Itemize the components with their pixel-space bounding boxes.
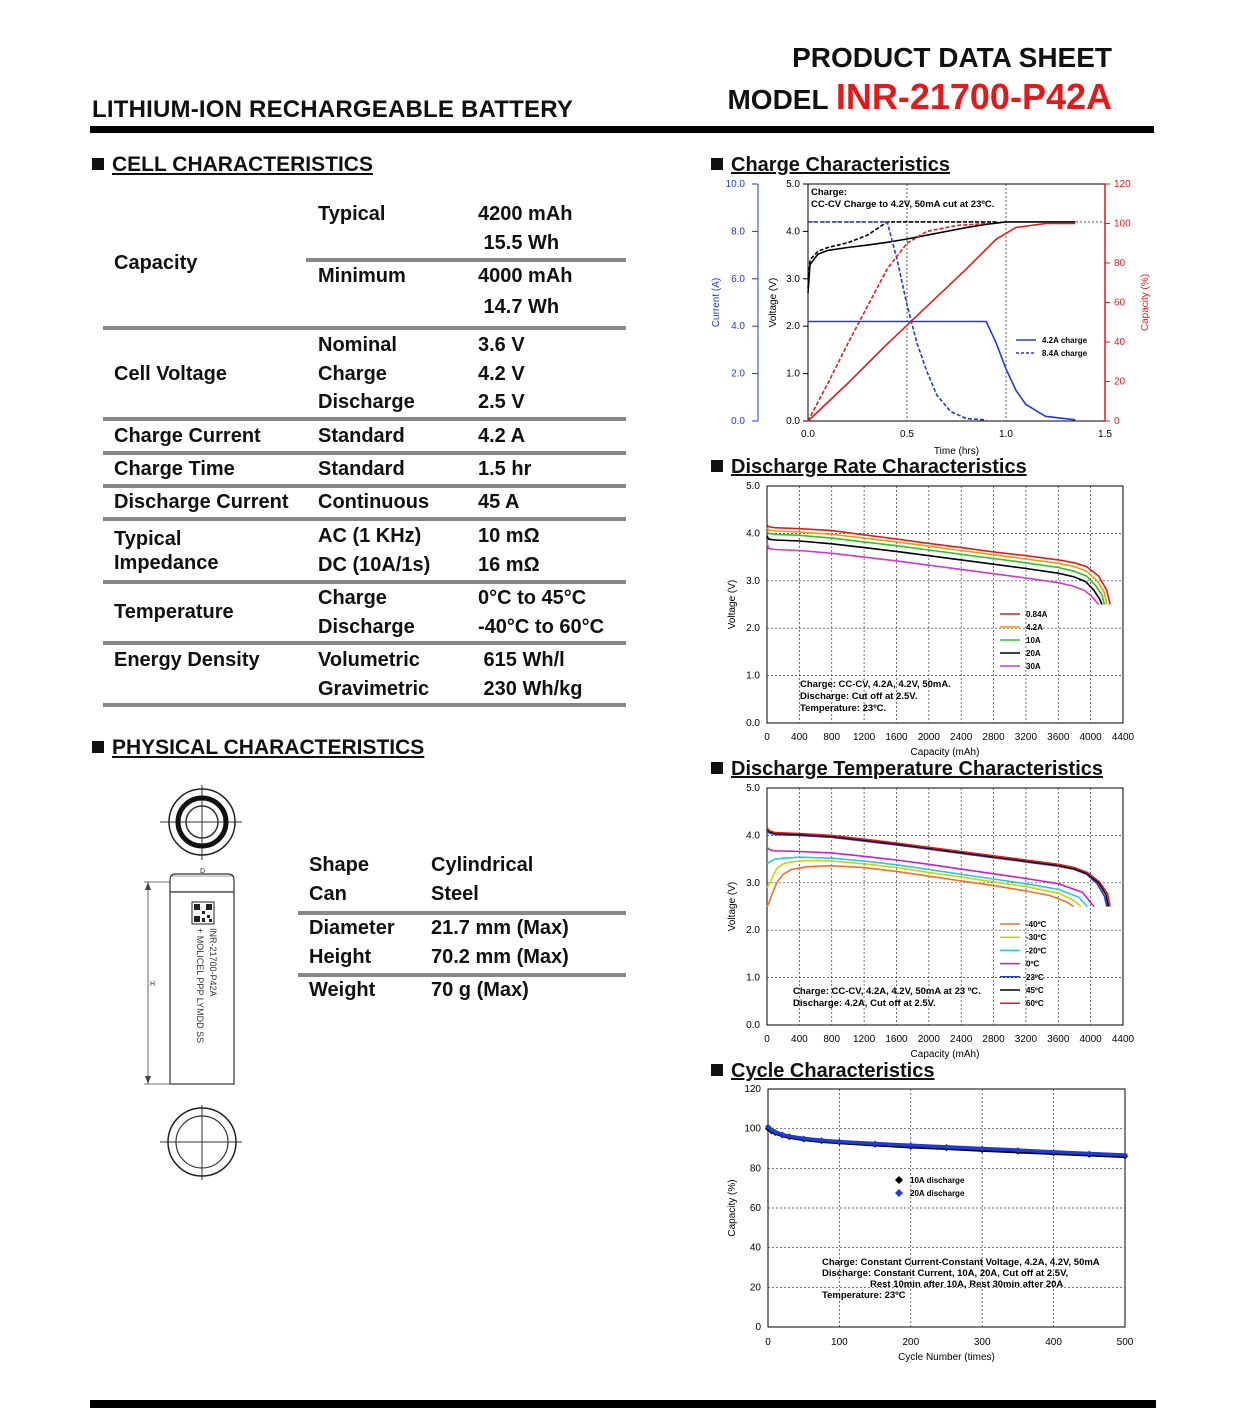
capacity-tick-label: 0	[1114, 416, 1120, 427]
x-tick-label: 100	[831, 1337, 848, 1348]
diameter-dimension-label: D	[200, 868, 206, 875]
row-label: Volumetric	[318, 649, 420, 671]
current-tick-label: 0.0	[731, 416, 745, 427]
y-tick-label: 120	[744, 1084, 761, 1095]
legend-label: -30ºC	[1026, 933, 1047, 943]
row-label: Charge	[318, 587, 387, 609]
series-line	[767, 829, 1108, 907]
chart-annotation: Charge: Constant Current-Constant Voltage, 4.2A, 4.2V, 50mA	[822, 1257, 1100, 1268]
y-axis-label: Voltage (V)	[727, 579, 738, 630]
legend-label: -20ºC	[1026, 946, 1047, 956]
row-value: 230 Wh/kg	[478, 678, 583, 700]
x-tick-label: 400	[791, 1034, 808, 1045]
row-value: 4.2 V	[478, 363, 525, 385]
table-divider	[298, 911, 626, 915]
legend-label: 60ºC	[1026, 999, 1044, 1009]
row-value: 3.6 V	[478, 334, 525, 356]
row-value: 4.2 A	[478, 425, 526, 447]
legend-label: 30A	[1026, 662, 1041, 671]
row-category: Energy Density	[114, 649, 260, 671]
capacity-tick-label: 20	[1114, 376, 1126, 388]
y-tick-label: 0	[755, 1322, 761, 1333]
y-tick-label: 80	[749, 1163, 761, 1175]
x-tick-label: 300	[973, 1337, 991, 1348]
y-tick-label: 20	[749, 1282, 761, 1294]
row-value: 21.7 mm (Max)	[431, 917, 569, 939]
x-tick-label: 4400	[1111, 732, 1135, 743]
row-value: Cylindrical	[431, 854, 534, 876]
row-label: Shape	[309, 854, 370, 876]
y-tick-label: 3.0	[746, 877, 760, 889]
row-value: 2.5 V	[478, 391, 525, 413]
square-bullet-icon	[711, 1064, 723, 1076]
series-line	[767, 831, 1107, 907]
cycle-characteristics-chart	[700, 1081, 1170, 1371]
x-tick-label: 3600	[1047, 1034, 1070, 1045]
x-tick-label: 0.5	[900, 429, 914, 440]
series-line-current	[808, 322, 1075, 420]
square-bullet-icon	[711, 762, 723, 774]
y-tick-label: 0.0	[746, 718, 760, 729]
x-axis-label: Time (hrs)	[933, 446, 980, 457]
row-category: Typical Impedance	[114, 528, 219, 574]
chart-annotation: Temperature: 23ºC	[822, 1290, 906, 1301]
x-tick-label: 3600	[1047, 732, 1070, 743]
row-label: Discharge	[318, 391, 415, 413]
row-value: 10 mΩ	[478, 525, 540, 547]
x-tick-label: 2400	[950, 1034, 973, 1045]
row-label: Standard	[318, 425, 405, 447]
y-tick-label: 100	[744, 1123, 761, 1135]
legend-label: 23ºC	[1026, 972, 1044, 982]
capacity-tick-label: 80	[1114, 258, 1126, 269]
y-axis-label: Capacity (%)	[727, 1179, 738, 1237]
x-tick-label: 2400	[950, 732, 973, 743]
current-axis-label: Current (A)	[711, 277, 722, 328]
row-category: Cell Voltage	[114, 363, 227, 385]
row-label: Can	[309, 883, 347, 905]
x-tick-label: 2000	[917, 732, 940, 743]
chart-annotation: Discharge: Constant Current, 10A, 20A, Cut off at 2.5V,	[822, 1268, 1069, 1279]
x-tick-label: 800	[823, 732, 841, 743]
x-tick-label: 4400	[1111, 1034, 1135, 1045]
chart-annotation: Rest 10min after 10A, Rest 30min after 20A	[870, 1279, 1064, 1290]
discharge-rate-chart	[700, 477, 1170, 759]
plot-frame	[808, 184, 1105, 421]
row-label: Standard	[318, 458, 405, 480]
y-tick-label: 0.0	[746, 1020, 760, 1031]
row-value: 16 mΩ	[478, 554, 540, 576]
row-value: -40°C to 60°C	[478, 616, 605, 638]
cell-print-text-1: INR-21700-P42A	[208, 928, 218, 997]
voltage-tick-label: 0.0	[786, 416, 800, 427]
chart-annotation: Temperature: 23ºC.	[800, 703, 887, 714]
height-dimension-label: H	[150, 981, 156, 988]
row-label: Typical	[318, 203, 386, 225]
discharge-temp-chart-heading: Discharge Temperature Characteristics	[711, 758, 1103, 781]
charge-characteristics-chart	[700, 175, 1170, 457]
legend-label: 20A discharge	[910, 1189, 965, 1198]
legend-label: 8.4A charge	[1042, 349, 1088, 358]
x-axis-label: Capacity (mAh)	[910, 1049, 980, 1060]
cycle-chart-heading: Cycle Characteristics	[711, 1060, 934, 1083]
x-tick-label: 1200	[852, 1034, 876, 1045]
row-label: Weight	[309, 979, 376, 1001]
x-axis-label: Capacity (mAh)	[910, 747, 980, 758]
voltage-tick-label: 3.0	[786, 273, 800, 285]
x-tick-label: 0	[764, 732, 770, 743]
capacity-tick-label: 100	[1114, 218, 1131, 230]
y-axis-label: Voltage (V)	[727, 881, 738, 932]
physical-characteristics-table	[0, 0, 700, 1010]
capacity-tick-label: 120	[1114, 179, 1131, 190]
discharge-rate-chart-heading: Discharge Rate Characteristics	[711, 456, 1027, 479]
legend-marker	[895, 1189, 903, 1197]
discharge-temperature-chart	[700, 779, 1170, 1061]
model-line	[727, 76, 1112, 118]
legend-label: 45ºC	[1026, 986, 1044, 995]
y-tick-label: 60	[749, 1203, 761, 1214]
series-line-voltage	[808, 222, 1075, 293]
x-tick-label: 1200	[852, 732, 876, 743]
row-value: 14.7 Wh	[478, 296, 560, 318]
row-value: 0°C to 45°C	[478, 587, 587, 609]
capacity-tick-label: 60	[1114, 297, 1126, 309]
voltage-tick-label: 2.0	[786, 321, 800, 333]
series-line-voltage	[808, 222, 996, 288]
y-tick-label: 5.0	[746, 783, 760, 794]
y-axis-label: Voltage (V)	[768, 277, 779, 328]
y-tick-label: 40	[749, 1242, 761, 1254]
row-label: DC (10A/1s)	[318, 554, 431, 576]
row-label: Discharge	[318, 616, 415, 638]
row-value: 70.2 mm (Max)	[431, 946, 569, 968]
row-value: 4200 mAh	[478, 203, 573, 225]
physical-characteristics-heading: PHYSICAL CHARACTERISTICS	[92, 736, 424, 760]
chart-annotation: Discharge: Cut off at 2.5V.	[800, 691, 918, 702]
legend-label: 10A	[1026, 636, 1041, 645]
bottom-view-drawing	[160, 1105, 242, 1180]
x-tick-label: 500	[1116, 1337, 1134, 1348]
x-tick-label: 4000	[1079, 732, 1102, 743]
legend-label: 20A	[1026, 649, 1041, 658]
y-tick-label: 5.0	[746, 481, 760, 492]
chart-annotation: Discharge: 4.2A, Cut off at 2.5V.	[793, 998, 936, 1009]
x-tick-label: 800	[823, 1034, 841, 1045]
x-axis-label: Cycle Number (times)	[898, 1352, 995, 1363]
row-label: Diameter	[309, 917, 395, 939]
row-value: 70 g (Max)	[431, 979, 529, 1001]
legend-label: 0ºC	[1026, 959, 1040, 969]
x-tick-label: 0	[764, 1034, 770, 1045]
charge-chart-heading: Charge Characteristics	[711, 154, 950, 177]
row-category: Charge Time	[114, 458, 235, 480]
current-tick-label: 10.0	[725, 179, 745, 190]
row-category: Discharge Current	[114, 491, 289, 513]
current-tick-label: 8.0	[731, 226, 745, 238]
legend-label: 4.2A	[1026, 623, 1043, 632]
chart-annotation: Charge:	[811, 187, 847, 198]
footer-rule	[90, 1400, 1156, 1408]
document-title: PRODUCT DATA SHEET	[792, 42, 1112, 73]
y-tick-label: 4.0	[746, 830, 760, 842]
row-value: 45 A	[478, 491, 520, 513]
row-category: Charge Current	[114, 425, 261, 447]
square-bullet-icon	[711, 460, 723, 472]
row-value: Steel	[431, 883, 479, 905]
row-category: Temperature	[114, 601, 234, 623]
row-value: 615 Wh/l	[478, 649, 565, 671]
chart-annotation: Charge: CC-CV, 4.2A, 4.2V, 50mA at 23 ºC.	[793, 986, 981, 997]
x-tick-label: 2800	[982, 1034, 1005, 1045]
x-tick-label: 2000	[917, 1034, 940, 1045]
x-tick-label: 3200	[1014, 732, 1038, 743]
row-label: Charge	[318, 363, 387, 385]
chart-annotation: Charge: CC-CV, 4.2A, 4.2V, 50mA.	[800, 679, 951, 690]
x-tick-label: 1.5	[1098, 429, 1112, 440]
table-divider	[298, 973, 626, 977]
model-name: INR-21700-P42A	[835, 76, 1112, 117]
row-label: AC (1 KHz)	[318, 525, 422, 547]
legend-label: 10A discharge	[910, 1176, 965, 1185]
x-tick-label: 0	[765, 1337, 771, 1348]
voltage-tick-label: 4.0	[786, 226, 800, 238]
series-line	[767, 543, 1099, 605]
row-label: Continuous	[318, 491, 430, 513]
voltage-tick-label: 1.0	[786, 368, 800, 380]
y-tick-label: 1.0	[746, 972, 760, 984]
document-subtitle: LITHIUM-ION RECHARGEABLE BATTERY	[92, 96, 574, 123]
y-tick-label: 1.0	[746, 670, 760, 682]
x-tick-label: 200	[902, 1337, 920, 1348]
x-tick-label: 1600	[885, 732, 908, 743]
current-tick-label: 6.0	[731, 273, 745, 285]
row-value: 1.5 hr	[478, 458, 532, 480]
x-tick-label: 1.0	[999, 429, 1013, 440]
x-tick-label: 1600	[885, 1034, 908, 1045]
capacity-axis-label: Capacity (%)	[1140, 273, 1151, 332]
model-label: MODEL	[727, 84, 829, 115]
voltage-tick-label: 5.0	[786, 179, 800, 190]
legend-marker	[895, 1176, 903, 1184]
series-line	[767, 828, 1110, 907]
row-label: Gravimetric	[318, 678, 430, 700]
x-tick-label: 0.0	[801, 429, 815, 440]
y-tick-label: 2.0	[746, 925, 760, 937]
capacity-tick-label: 40	[1114, 337, 1126, 348]
y-tick-label: 2.0	[746, 623, 760, 635]
series-line	[767, 536, 1102, 605]
current-tick-label: 2.0	[731, 368, 745, 380]
legend-label: 0.84A	[1026, 610, 1048, 619]
y-tick-label: 4.0	[746, 528, 760, 540]
chart-annotation: CC-CV Charge to 4.2V, 50mA cut at 23ºC.	[811, 199, 995, 210]
legend-label: -40ºC	[1026, 920, 1047, 929]
row-label: Nominal	[318, 334, 397, 356]
cell-print-text-2: + MOLICEL PPP LYMDD SS	[195, 928, 205, 1044]
x-tick-label: 4000	[1079, 1034, 1102, 1045]
square-bullet-icon	[711, 158, 723, 170]
x-tick-label: 2800	[982, 732, 1005, 743]
x-tick-label: 400	[1045, 1337, 1062, 1348]
cell-characteristics-heading: CELL CHARACTERISTICS	[92, 153, 373, 177]
row-value: 4000 mAh	[478, 265, 573, 287]
legend-label: 4.2A charge	[1042, 336, 1088, 345]
x-tick-label: 3200	[1014, 1034, 1038, 1045]
x-tick-label: 400	[791, 732, 808, 743]
y-tick-label: 3.0	[746, 575, 760, 587]
row-label: Height	[309, 946, 372, 968]
row-category: Capacity	[114, 252, 198, 274]
row-value: 15.5 Wh	[478, 232, 560, 254]
series-line	[767, 861, 1081, 907]
row-label: Minimum	[318, 265, 406, 287]
current-tick-label: 4.0	[731, 321, 745, 333]
